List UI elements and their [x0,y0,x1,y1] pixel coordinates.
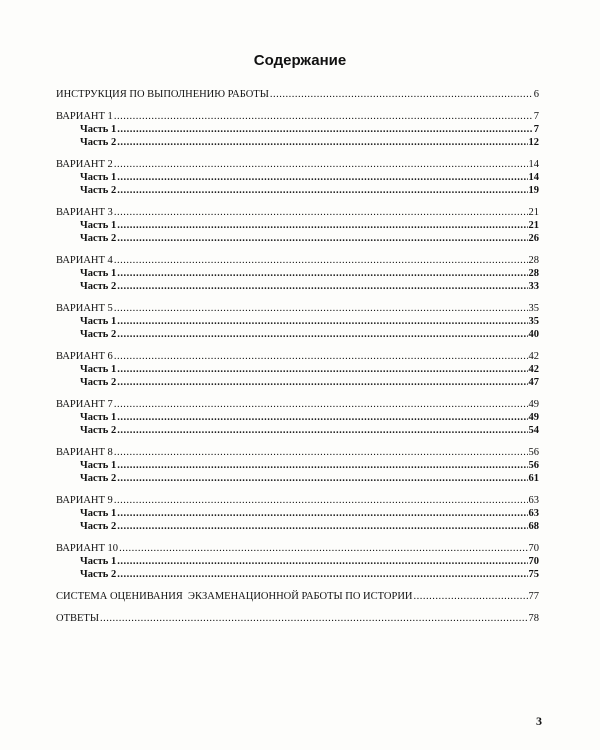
dot-leader [117,280,527,293]
toc-group [56,494,539,533]
dot-leader [117,136,527,149]
toc-group [56,446,539,485]
toc-entry-page: 42 [528,351,539,362]
toc-subentry-label: Часть 2 [80,569,117,580]
toc-subentry-page: 63 [528,508,539,519]
toc-subentry-label: Часть 2 [80,521,117,532]
toc-entry-page: 28 [528,255,539,266]
toc-subentry[interactable] [56,328,539,341]
toc-entry[interactable] [56,158,539,171]
toc-entry[interactable] [56,612,539,625]
toc-entry-label: ВАРИАНТ 10 [56,543,119,554]
dot-leader [117,520,527,533]
toc-entry[interactable] [56,254,539,267]
toc-subentry[interactable] [56,411,539,424]
toc-subentry-page: 42 [528,364,539,375]
toc-group [56,88,539,101]
toc-subentry-label: Часть 2 [80,473,117,484]
toc-entry[interactable] [56,446,539,459]
toc-entry-label: ВАРИАНТ 2 [56,159,113,170]
toc-subentry-label: Часть 1 [80,316,117,327]
toc-group [56,398,539,437]
toc-entry-page: 14 [528,159,539,170]
dot-leader [114,110,533,123]
toc-subentry-label: Часть 1 [80,124,117,135]
dot-leader [117,411,527,424]
toc-entry[interactable] [56,88,539,101]
toc-subentry[interactable] [56,171,539,184]
toc-subentry[interactable] [56,472,539,485]
toc-entry-label: ВАРИАНТ 8 [56,447,113,458]
toc-subentry-page: 28 [528,268,539,279]
toc-subentry-page: 47 [528,377,539,388]
toc-subentry-page: 61 [528,473,539,484]
dot-leader [114,254,528,267]
dot-leader [114,398,528,411]
toc-group [56,110,539,149]
toc-subentry[interactable] [56,424,539,437]
toc-subentry-page: 19 [528,185,539,196]
toc-subentry[interactable] [56,520,539,533]
toc-subentry[interactable] [56,184,539,197]
toc-entry-label: ВАРИАНТ 6 [56,351,113,362]
toc-entry[interactable] [56,590,539,603]
dot-leader [117,219,527,232]
toc-subentry[interactable] [56,280,539,293]
toc-entry[interactable] [56,398,539,411]
toc-group [56,158,539,197]
toc-group [56,302,539,341]
dot-leader [117,328,527,341]
toc-entry-page: 63 [528,495,539,506]
dot-leader [117,424,527,437]
toc-subentry-page: 7 [533,124,539,135]
toc-entry[interactable] [56,350,539,363]
toc-entry-label: ВАРИАНТ 1 [56,111,113,122]
toc-subentry-label: Часть 1 [80,220,117,231]
toc-subentry[interactable] [56,267,539,280]
toc-group [56,206,539,245]
toc-subentry-page: 49 [528,412,539,423]
toc-entry-page: 7 [533,111,539,122]
dot-leader [117,555,527,568]
toc-subentry[interactable] [56,507,539,520]
toc-subentry-label: Часть 1 [80,268,117,279]
toc-subentry-label: Часть 2 [80,137,117,148]
toc-subentry-page: 56 [528,460,539,471]
toc-subentry-page: 14 [528,172,539,183]
dot-leader [114,494,528,507]
dot-leader [414,590,528,603]
toc-entry-page: 6 [533,89,539,100]
toc-entry-label: ВАРИАНТ 7 [56,399,113,410]
toc-subentry[interactable] [56,568,539,581]
toc-subentry-label: Часть 2 [80,425,117,436]
toc-subentry[interactable] [56,232,539,245]
toc-subentry[interactable] [56,315,539,328]
toc-entry[interactable] [56,206,539,219]
toc-subentry-label: Часть 2 [80,377,117,388]
toc-subentry[interactable] [56,376,539,389]
dot-leader [117,363,527,376]
dot-leader [117,507,527,520]
toc-subentry[interactable] [56,136,539,149]
page-title: Содержание [253,52,347,69]
toc-entry-label: СИСТЕМА ОЦЕНИВАНИЯ ЭКЗАМЕНАЦИОННОЙ РАБОТЫ ПО ИСТОРИИ [56,591,413,602]
toc-entry-page: 35 [528,303,539,314]
toc-subentry[interactable] [56,219,539,232]
toc-subentry-label: Часть 1 [80,364,117,375]
toc-subentry-label: Часть 1 [80,508,117,519]
toc-subentry-label: Часть 2 [80,233,117,244]
toc-subentry-page: 26 [528,233,539,244]
dot-leader [117,123,533,136]
dot-leader [117,315,527,328]
toc-subentry[interactable] [56,363,539,376]
toc-subentry[interactable] [56,555,539,568]
toc-group [56,612,539,625]
dot-leader [100,612,528,625]
dot-leader [117,376,527,389]
toc-subentry-label: Часть 2 [80,185,117,196]
toc-subentry-page: 12 [528,137,539,148]
toc-entry[interactable] [56,494,539,507]
dot-leader [117,184,527,197]
page-number: 3 [536,714,542,728]
toc-entry-label: ВАРИАНТ 3 [56,207,113,218]
toc-entry-page: 49 [528,399,539,410]
toc-subentry[interactable] [56,123,539,136]
toc-group [56,542,539,581]
dot-leader [270,88,533,101]
toc-entry-label: ВАРИАНТ 4 [56,255,113,266]
toc-entry[interactable] [56,110,539,123]
toc-entry-page: 77 [528,591,539,602]
toc-entry[interactable] [56,542,539,555]
toc-group [56,590,539,603]
table-of-contents [56,88,539,625]
toc-entry-label: ВАРИАНТ 5 [56,303,113,314]
dot-leader [114,350,528,363]
dot-leader [117,267,527,280]
toc-entry[interactable] [56,302,539,315]
toc-entry-label: ОТВЕТЫ [56,613,99,624]
dot-leader [117,472,527,485]
toc-subentry-page: 54 [528,425,539,436]
dot-leader [117,171,527,184]
toc-subentry[interactable] [56,459,539,472]
toc-subentry-page: 40 [528,329,539,340]
toc-subentry-label: Часть 1 [80,412,117,423]
dot-leader [114,446,528,459]
toc-subentry-page: 33 [528,281,539,292]
toc-group [56,350,539,389]
toc-subentry-label: Часть 1 [80,556,117,567]
toc-entry-page: 78 [528,613,539,624]
toc-group [56,254,539,293]
toc-subentry-page: 75 [528,569,539,580]
dot-leader [117,568,527,581]
dot-leader [117,459,527,472]
toc-subentry-label: Часть 1 [80,460,117,471]
toc-subentry-page: 70 [528,556,539,567]
dot-leader [114,158,528,171]
toc-entry-page: 70 [528,543,539,554]
toc-entry-page: 21 [528,207,539,218]
toc-entry-page: 56 [528,447,539,458]
toc-subentry-label: Часть 2 [80,329,117,340]
dot-leader [114,302,528,315]
dot-leader [114,206,528,219]
toc-entry-label: ВАРИАНТ 9 [56,495,113,506]
dot-leader [119,542,527,555]
toc-subentry-page: 35 [528,316,539,327]
dot-leader [117,232,527,245]
toc-entry-label: ИНСТРУКЦИЯ ПО ВЫПОЛНЕНИЮ РАБОТЫ [56,89,269,100]
toc-subentry-page: 68 [528,521,539,532]
toc-subentry-page: 21 [528,220,539,231]
toc-subentry-label: Часть 2 [80,281,117,292]
toc-subentry-label: Часть 1 [80,172,117,183]
